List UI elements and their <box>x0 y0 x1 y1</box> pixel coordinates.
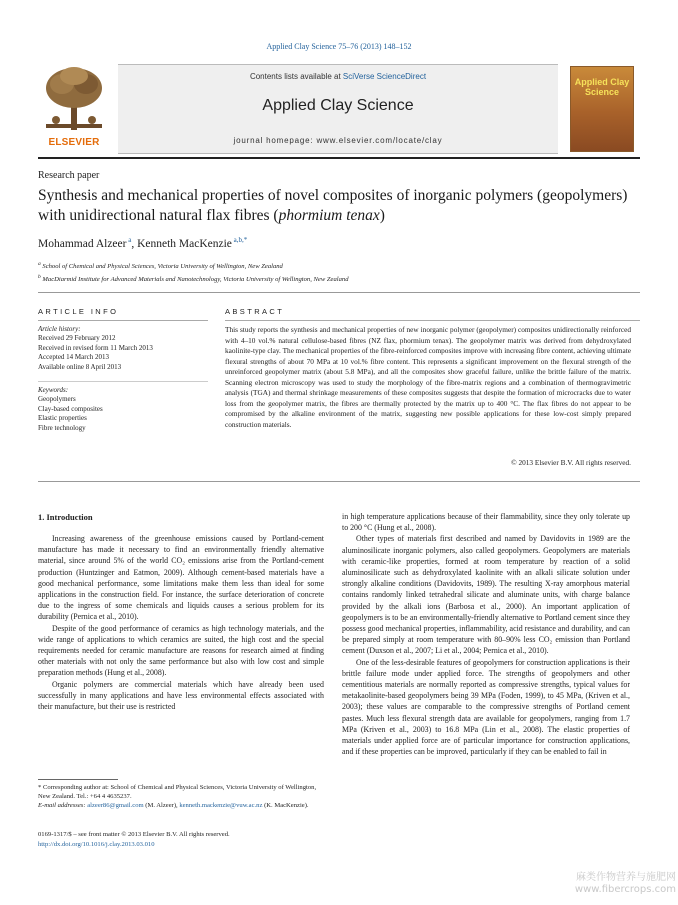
affiliation-sup: b <box>38 274 41 281</box>
affiliation-sup: a <box>38 261 41 267</box>
email-owner: (K. MacKenzie). <box>262 802 309 809</box>
history-item: Available online 8 April 2013 <box>38 362 122 371</box>
affiliations <box>38 259 638 285</box>
keywords-divider <box>38 381 208 382</box>
paragraph: One of the less-desirable features of geopolymers for construction applications is their brittle failure mode under applied force. The strengths of geopolymers and other cementitious materials are normally reported as compressive strengths, typical values for metakaolinite-based geopolymers being 39 MPa (Foden, 1999), to 45 MPa, (Kriven et al., 2003); these values are comparable to the compressive strengths of Portland cement pastes. Much less flexural strength data are available for geopolymers, ranging from 1.7 MPa (Kriven et al., 2003) to 16.8 MPa (Lin et al., 2008). The elastic properties of materials under applied force are of particular importance for construction applications, and if these properties can be improved, particularly if they can be enabled to fail in <box>342 657 630 757</box>
paragraph: Other types of materials first described and named by Davidovits in 1989 are the aluminosilicate inorganic polymers, also called geopolymers. Geopolymers are materials with ceramic-like properties, formed at room temperature by reaction of a solid aluminosilicate such as dehydroxylated kaolinite with an alkali silicate solution under strongly alkaline conditions (Davidovits, 1989). The resulting X-ray amorphous material contains randomly linked tetrahedral silicate and aluminate units, with charge balance provided by the alkali ions (Barbosa et al., 2000). An important application of geopolymers is to be an environmentally-friendly alternative to Portland cement since they possess good mechanical properties, inflammability, acid resistance and durability, and can be prepared simply at room temperature with 80–90% less CO₂ emission than Portland cement (Duxson et al., 2007; Li et al., 2004; Pernica et al., 2010). <box>342 534 630 656</box>
abstract-heading: ABSTRACT <box>225 307 285 316</box>
journal-citation[interactable]: Applied Clay Science 75–76 (2013) 148–152 <box>266 42 412 51</box>
email-link[interactable]: kenneth.mackenzie@vuw.ac.nz <box>179 802 263 809</box>
body-column-left <box>38 533 324 712</box>
journal-title: Applied Clay Science <box>262 97 414 114</box>
header-divider <box>38 157 640 159</box>
history-item: Received 29 February 2012 <box>38 334 116 343</box>
title-species: phormium tenax <box>278 207 380 224</box>
keyword: Fibre technology <box>38 423 86 432</box>
watermark-line: www.fibercrops.com <box>574 884 676 895</box>
issn-line: 0169-1317/$ – see front matter © 2013 Elsevier B.V. All rights reserved. <box>38 831 230 838</box>
affiliation <box>38 272 638 285</box>
affiliation <box>38 259 638 272</box>
contents-line <box>118 72 558 81</box>
paragraph: in high temperature applications because of their flammability, since they only tolerate up to 200 °C (Hung et al., 2008). <box>342 512 630 533</box>
footnotes <box>38 783 328 810</box>
sciencedirect-link[interactable]: SciVerse ScienceDirect <box>342 72 427 81</box>
corresponding-author-note: * Corresponding author at: School of Chemical and Physical Sciences, Victoria University of Wellington, New Zealand. Tel.: +64 4 4635237. <box>38 784 317 800</box>
article-history <box>38 325 208 372</box>
journal-banner <box>118 64 558 154</box>
affiliation-text: MacDiarmid Institute for Advanced Materials and Nanotechnology, Victoria University of Wellington, New Zealand <box>42 276 349 284</box>
journal-homepage[interactable]: journal homepage: www.elsevier.com/locate/clay <box>233 136 443 145</box>
site-watermark <box>548 872 676 896</box>
history-item: Accepted 14 March 2013 <box>38 353 109 362</box>
email-owner: (M. Alzeer), <box>143 802 180 809</box>
keyword: Geopolymers <box>38 395 76 404</box>
footnote-divider <box>38 779 118 780</box>
issn-block <box>38 830 328 850</box>
keywords <box>38 386 208 433</box>
article-info-heading: ARTICLE INFO <box>38 307 119 316</box>
abstract-divider <box>225 320 640 321</box>
article-title <box>38 186 638 226</box>
abstract-bottom-divider <box>38 481 640 482</box>
affiliation-marker[interactable]: a,b,* <box>231 236 248 244</box>
elsevier-logo <box>38 64 110 152</box>
section-heading: 1. Introduction <box>38 512 93 522</box>
paragraph: Increasing awareness of the greenhouse emissions caused by Portland-cement manufacture has made it necessary to find an environmentally friendly alternative material, since around 5% of the world CO₂ emissions arise from the Portland-cement production (Huntzinger and Eatmon, 2009). Although cement-based materials have a good mechanical performance, some limitations make them less than ideal for some applications in the construction field. For instance, the surface deterioration of concrete due to the ingress of some chemicals and liquids causes a serious problem for its durability (Pernica et al., 2010). <box>38 534 324 622</box>
email-note <box>38 801 328 810</box>
author-separator: , <box>131 237 138 250</box>
paragraph: Organic polymers are commercial materials which have already been used successfully in many applications and have less environmental effects associated with their manufacture, but their use is restricted <box>38 679 324 712</box>
paragraph: Despite of the good performance of ceramics as high technology materials, and the wide range of applications to which ceramics are suited, the high cost and the special requirements needed for ceramic manufacture are reasons for research aimed at finding other materials with not only the same performance but also with low cost and simple preparation methods (Hung et al., 2008). <box>38 623 324 678</box>
history-label: Article history: <box>38 325 81 333</box>
author-list <box>38 236 247 250</box>
contents-prefix: Contents lists available at <box>249 72 343 81</box>
doi-link[interactable]: http://dx.doi.org/10.1016/j.clay.2013.03.010 <box>38 841 155 848</box>
keywords-label: Keywords: <box>38 386 69 394</box>
author-name[interactable]: Mohammad Alzeer <box>38 237 127 250</box>
affiliation-marker[interactable]: a <box>126 236 132 244</box>
abstract-text: This study reports the synthesis and mechanical properties of new inorganic polymer (geopolymer) composites unidirectionally reinforced with 4–10 vol.% natural cellulose-based fibres (NZ flax, phormium tenax). The geopolymer matrix was derived from dehydroxylated kaolinite-type clay. The mechanical properties of the fibre-reinforced composites improve with increasing fibre content, achieving ultimate flexural strengths of about 70 MPa at 10 vol.% fibre content. This represents a significant improvement on the flexural strength of the unreinforced geopolymer matrix (about 5.8 MPa), and all the composites show graceful failure, unlike the brittle failure of the matrix. Scanning electron microscopy was used to study the morphology of the fibre-matrix regions and a combination of thermogravimetric analysis (TGA) and thermal shrinkage measurements of these composites suggests that despite the formation of microcracks due to water loss from the geopolymer matrix, the fibres are thermally protected by the matrix up to 400 °C. The flax fibres do not appear to be compromised by the alkaline environment of the matrix, suggesting new possible applications for these low-cost simply prepared construction materials. <box>225 325 631 429</box>
article-info-divider <box>38 320 208 321</box>
keyword: Elastic properties <box>38 414 87 423</box>
author-name[interactable]: Kenneth MacKenzie <box>137 237 232 250</box>
title-part2: ) <box>379 207 385 224</box>
affiliation-divider <box>38 292 640 293</box>
journal-header <box>38 64 640 154</box>
body-column-right <box>342 511 630 757</box>
keyword: Clay-based composites <box>38 404 103 413</box>
history-item: Received in revised form 11 March 2013 <box>38 343 153 352</box>
article-type: Research paper <box>38 170 100 181</box>
copyright: © 2013 Elsevier B.V. All rights reserved. <box>511 458 631 467</box>
watermark-line: 麻类作物营养与施肥网 <box>576 872 676 883</box>
elsevier-tree-icon <box>38 64 110 134</box>
cover-title: Applied Clay Science <box>574 77 630 97</box>
email-link[interactable]: alzeer86@gmail.com <box>87 802 144 809</box>
affiliation-text: School of Chemical and Physical Sciences, Victoria University of Wellington, New Zealand <box>42 263 283 271</box>
journal-cover-image <box>570 66 634 152</box>
email-label: E-mail addresses: <box>38 802 88 809</box>
title-part1: Synthesis and mechanical properties of novel composites of inorganic polymers (geopolymers) with unidirectional natural flax fibres ( <box>38 187 628 224</box>
publisher-name: ELSEVIER <box>48 137 100 148</box>
